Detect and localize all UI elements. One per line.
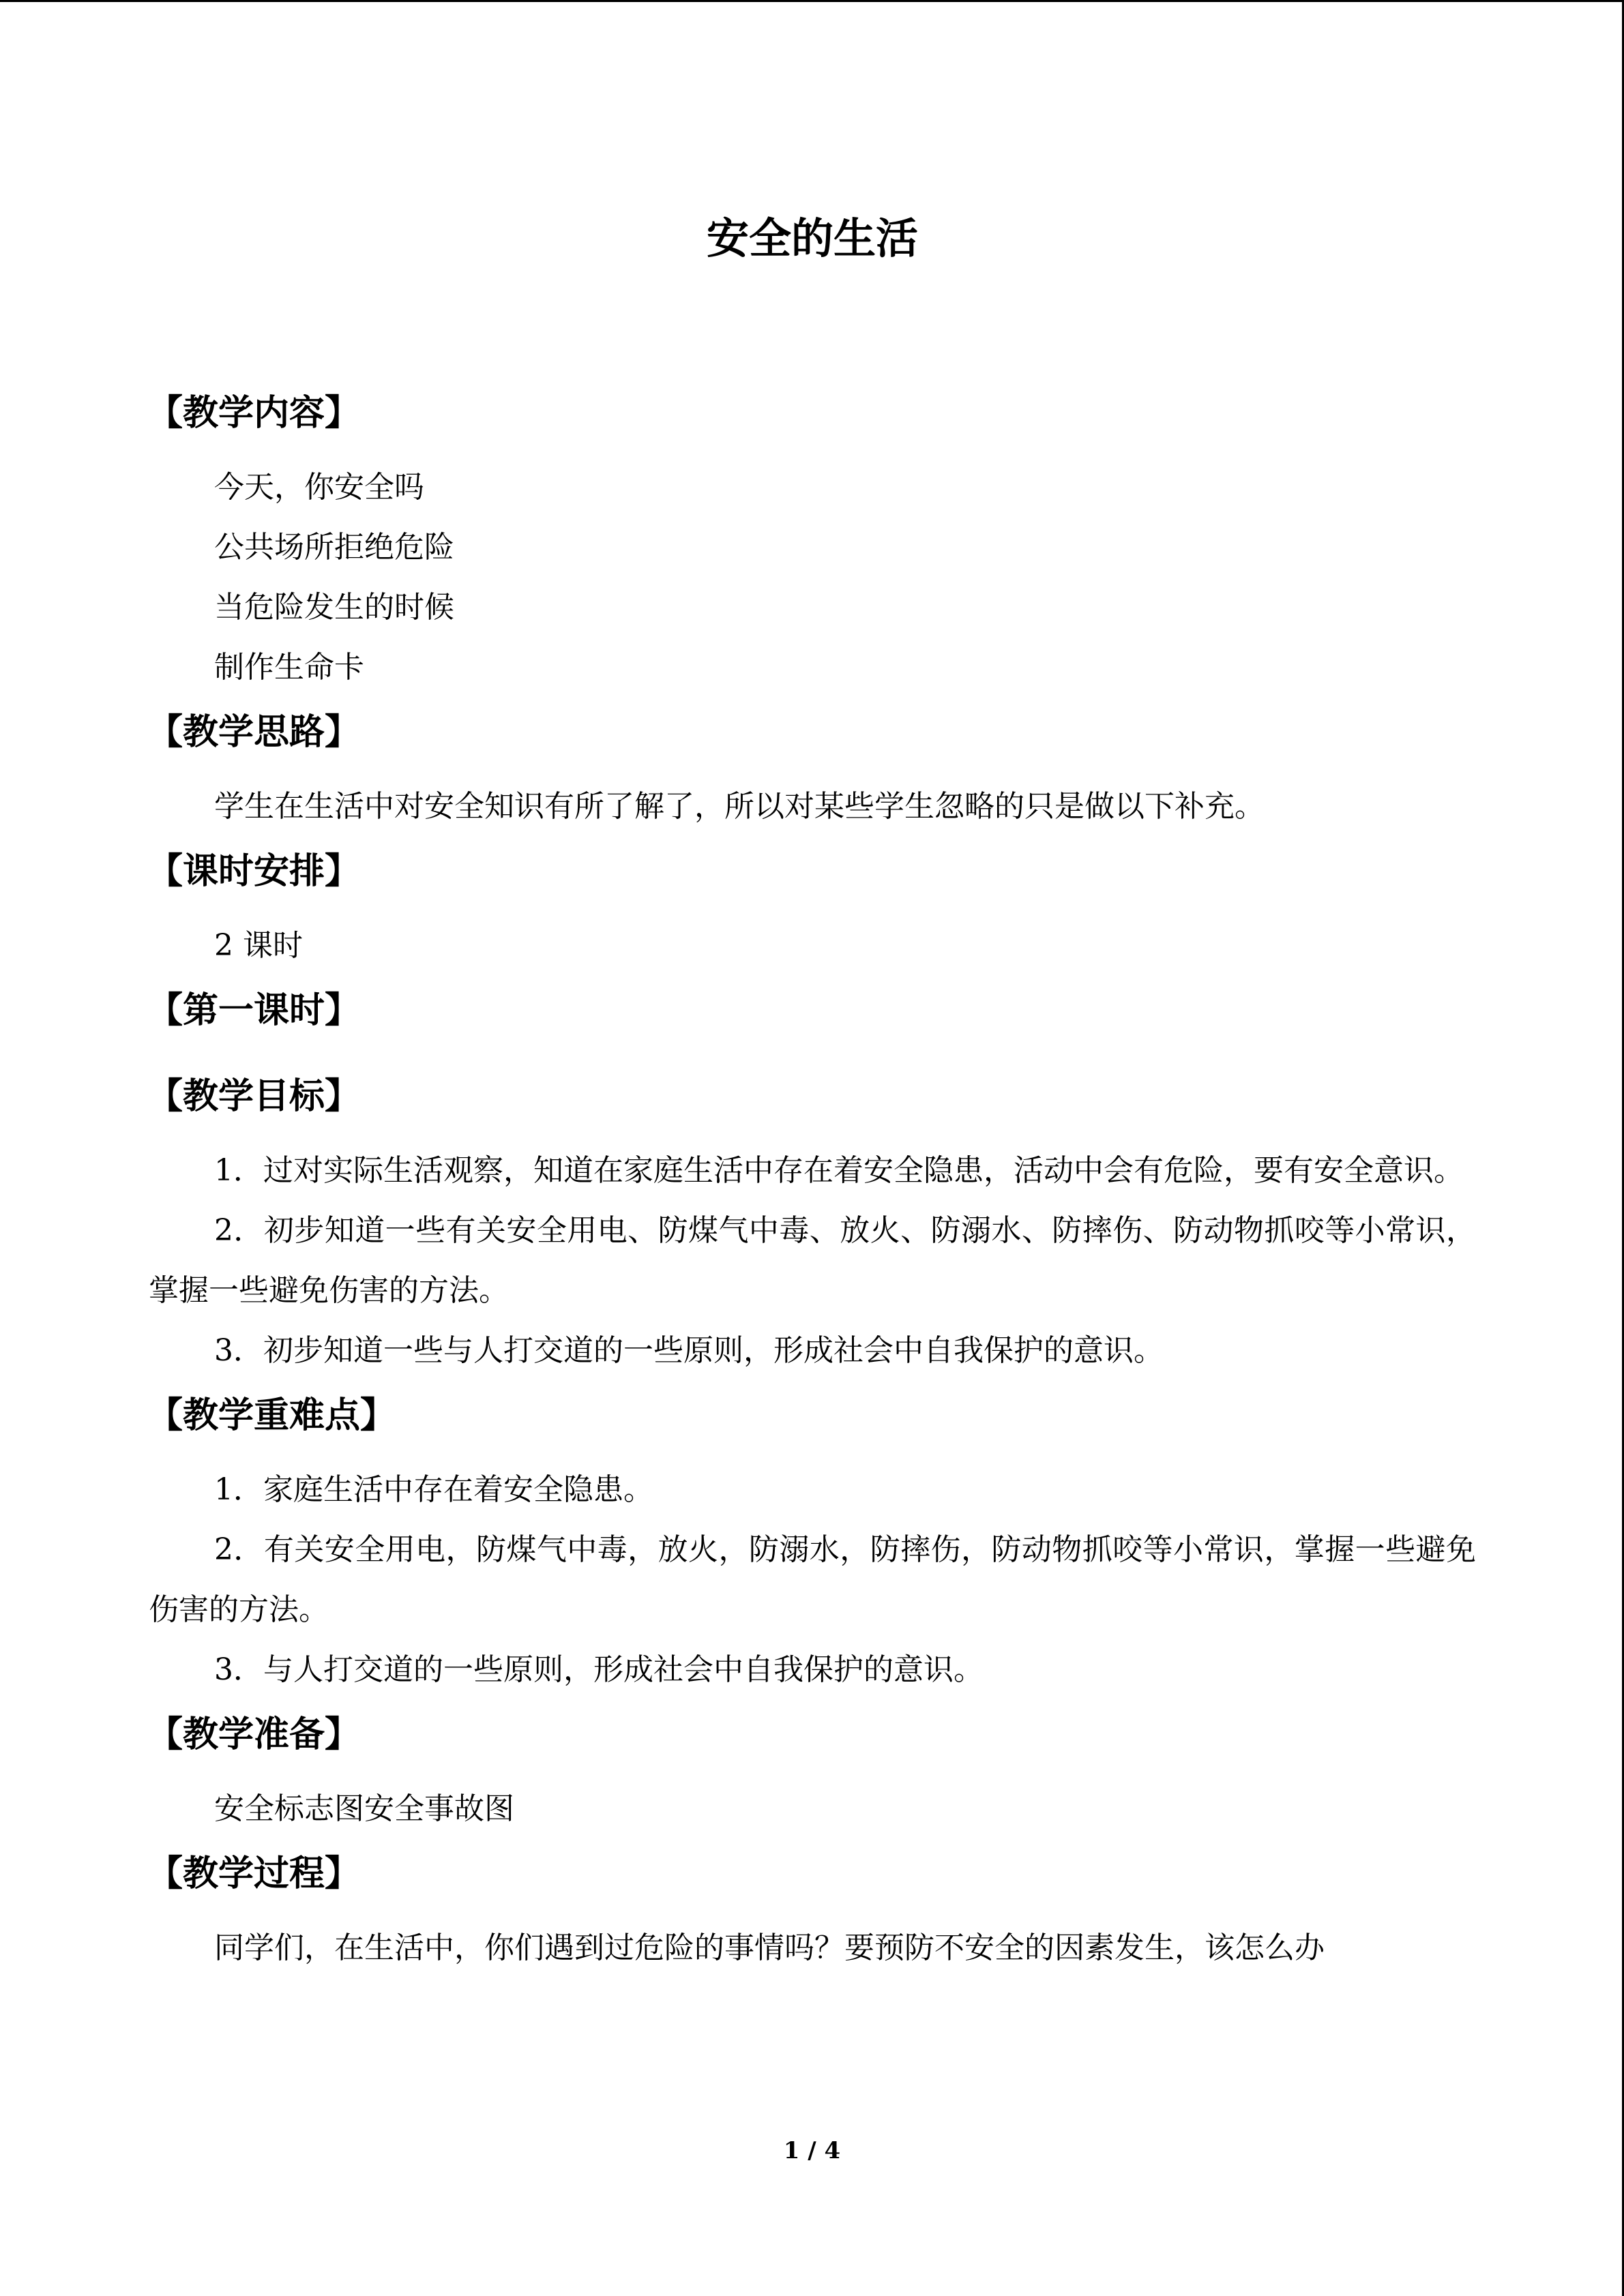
preparation-text: 安全标志图安全事故图 (214, 1791, 514, 1826)
section-process (149, 1843, 1476, 1982)
section-objectives (149, 1066, 1476, 1385)
content-item: 今天，你安全吗 (214, 470, 424, 505)
key-point-item: 3．与人打交道的一些原则，形成社会中自我保护的意识。 (214, 1652, 984, 1687)
section-preparation (149, 1704, 1476, 1843)
section-teaching-approach (149, 702, 1476, 841)
section-teaching-content (149, 383, 1476, 702)
section-heading: 【教学思路】 (147, 712, 361, 753)
content-item: 制作生命卡 (214, 650, 364, 685)
content-item: 当危险发生的时候 (214, 590, 454, 625)
section-heading: 【第一课时】 (147, 990, 361, 1031)
page-number: 1 / 4 (783, 2137, 841, 2164)
key-point-item: 2．有关安全用电，防煤气中毒，放火，防溺水，防摔伤，防动物抓咬等小常识，掌握一些避免伤害的方法。 (149, 1532, 1476, 1627)
section-heading: 【教学目标】 (147, 1076, 361, 1117)
section-schedule (149, 841, 1476, 980)
section-heading: 【教学重难点】 (147, 1395, 396, 1436)
objective-item: 1．过对实际生活观察，知道在家庭生活中存在着安全隐患，活动中会有危险，要有安全意识。 (214, 1153, 1464, 1188)
section-key-points (149, 1385, 1476, 1704)
section-heading: 【教学准备】 (147, 1714, 361, 1755)
objective-item: 3．初步知道一些与人打交道的一些原则，形成社会中自我保护的意识。 (214, 1333, 1164, 1368)
section-heading: 【教学过程】 (147, 1853, 361, 1894)
schedule-text: 2 课时 (214, 928, 303, 963)
document-title: 安全的生活 (706, 213, 918, 263)
section-heading: 【教学内容】 (147, 393, 361, 434)
section-heading: 【课时安排】 (147, 851, 361, 892)
objective-item: 2．初步知道一些有关安全用电、防煤气中毒、放火、防溺水、防摔伤、防动物抓咬等小常识，掌握一些避免伤害的方法。 (149, 1213, 1476, 1308)
approach-text: 学生在生活中对安全知识有所了解了，所以对某些学生忽略的只是做以下补充。 (214, 789, 1265, 824)
section-first-lesson (149, 980, 1476, 1066)
key-point-item: 1．家庭生活中存在着安全隐患。 (214, 1472, 653, 1507)
content-item: 公共场所拒绝危险 (214, 530, 454, 565)
document-content (149, 201, 1476, 1982)
process-text: 同学们，在生活中，你们遇到过危险的事情吗？要预防不安全的因素发生，该怎么办 (214, 1930, 1325, 1965)
